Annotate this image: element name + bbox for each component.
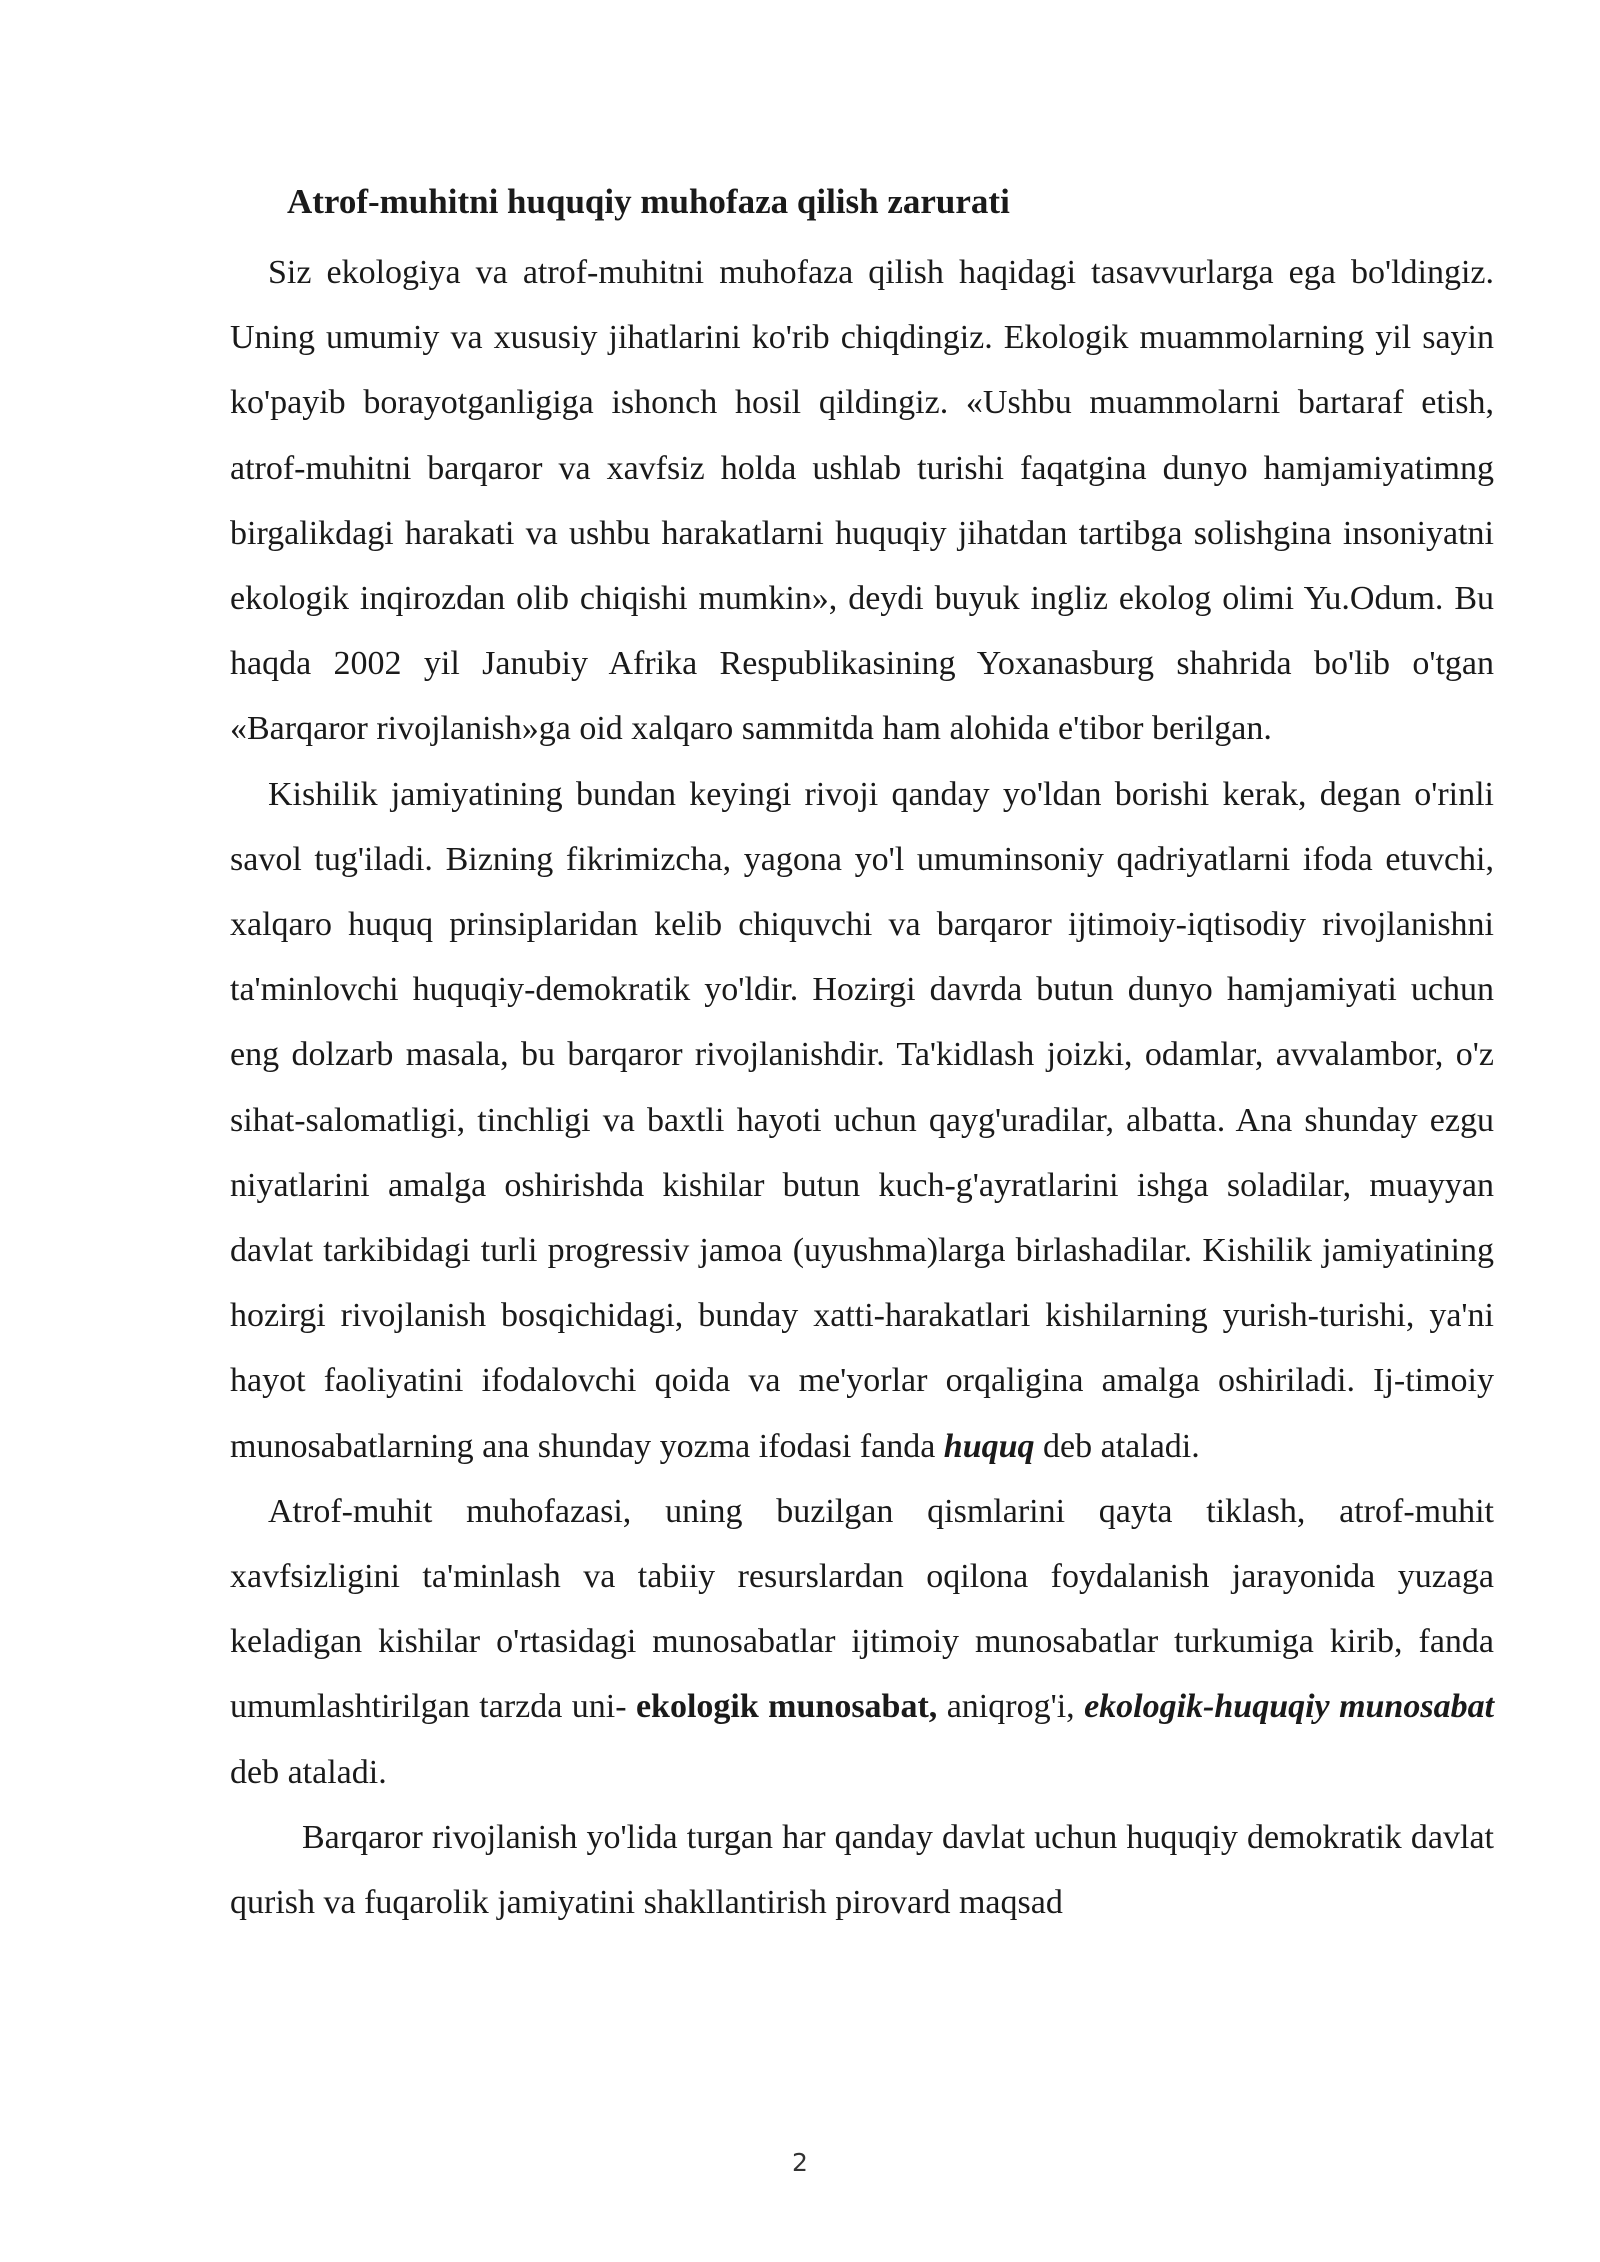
paragraph-3-ending: deb ataladi. (230, 1753, 387, 1791)
paragraph-3 (230, 1479, 1494, 1805)
paragraph-2-text: Kishilik jamiyatining bundan keyingi rivoji qanday yo'ldan borishi kerak, degan o'rinli savol tug'iladi. Bizning fikrimizcha, yagona yo'l umuminsoniy qadriyatlarni ifoda etuvchi, xalqaro huquq prinsiplaridan kelib chiquvchi va barqaror ijtimoiy-iqtisodiy rivojlanishni ta'minlovchi huquqiy-demokratik yo'ldir. Hozirgi davrda butun dunyo hamjamiyati uchun eng dolzarb masala, bu barqaror rivojlanishdir. Ta'kidlash joizki, odamlar, avvalambor, o'z sihat-salomatligi, tinchligi va baxtli hayoti uchun qayg'uradilar, albatta. Ana shunday ezgu niyatlarini amalga oshirishda kishilar butun kuch-g'ayratlarini ishga soladilar, muayyan davlat tarkibidagi turli progressiv jamoa (uyushma)larga birlashadilar. Kishilik jamiyatining hozirgi rivojlanish bosqichidagi, bunday xatti-harakatlari kishilarning yurish-turishi, ya'ni hayot faoliyatini ifodalovchi qoida va me'yorlar orqaligina amalga oshiriladi. Ij-timoiy munosabatlarning ana shunday yozma ifodasi fanda (230, 775, 1494, 1465)
document-body (230, 240, 1494, 1935)
paragraph-3-middle: aniqrog'i, (937, 1688, 1085, 1726)
paragraph-4: Barqaror rivojlanish yo'lida turgan har qanday davlat uchun huquqiy demokratik davlat qurish va fuqarolik jamiyatini shakllantirish pirovard maqsad (230, 1818, 1494, 1922)
paragraph-3-text: Atrof-muhit muhofazasi, uning buzilgan qismlarini qayta tiklash, atrof-muhit xavfsizligini ta'minlash va tabiiy resurslardan oqilona foydalanish jarayonida yuzaga keladigan kishilar o'rtasidagi munosabatlar ijtimoiy munosabatlar turkumiga kirib, fanda umumlashtirilgan tarzda uni- (230, 1492, 1494, 1726)
term-ekologik-huquqiy-munosabat: ekologik-huquqiy munosabat (1084, 1688, 1495, 1726)
term-huquq: huquq (943, 1427, 1035, 1465)
paragraph-1: Siz ekologiya va atrof-muhitni muhofaza qilish haqidagi tasavvurlarga ega bo'ldingiz. Uning umumiy va xususiy jihatlarini ko'rib chiqdingiz. Ekologik muammolarning yil sayin ko'payib borayotganligiga ishonch hosil qildingiz. «Ushbu muammolarni bartaraf etish, atrof-muhitni barqaror va xavfsiz holda ushlab turishi faqatgina dunyo hamjamiyatimng birgalikdagi harakati va ushbu harakatlarni huquqiy jihatdan tartibga solishgina insoniyatni ekologik inqirozdan olib chiqishi mumkin», deydi buyuk ingliz ekolog olimi Yu.Odum. Bu haqda 2002 yil Janubiy Afrika Respublikasining Yoxanasburg shahrida bo'lib o'tgan «Barqaror rivojlanish»ga oid xalqaro sammitda ham alohida e'tibor berilgan. (230, 254, 1494, 748)
page-number: 2 (792, 2148, 808, 2177)
document-heading: Atrof-muhitni huquqiy muhofaza qilish zarurati (287, 182, 1010, 221)
term-ekologik-munosabat: ekologik munosabat, (635, 1688, 938, 1726)
paragraph-2 (230, 762, 1494, 1479)
paragraph-2-ending: deb ataladi. (1034, 1427, 1200, 1465)
